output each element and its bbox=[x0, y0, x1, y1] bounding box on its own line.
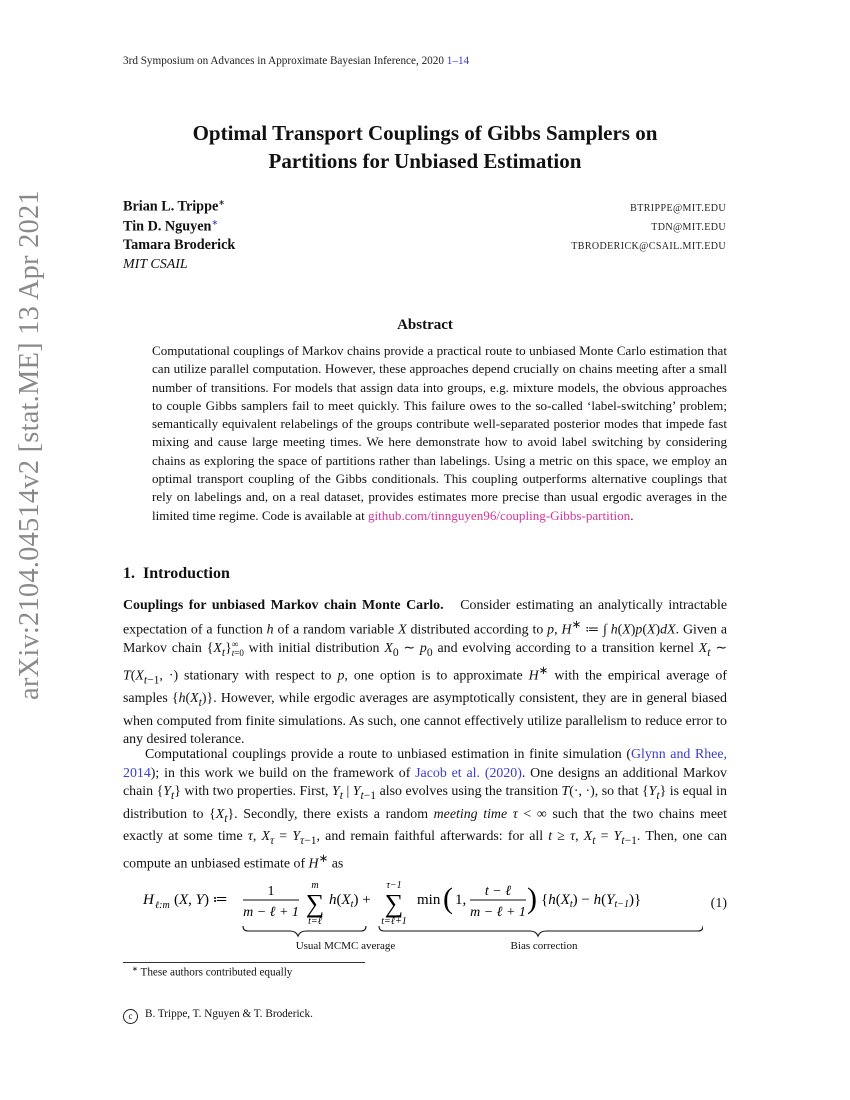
citation-jacob-name[interactable]: Jacob et al. bbox=[415, 765, 480, 781]
footnote-mark: ∗ bbox=[132, 965, 138, 973]
svg-text:m − ℓ + 1: m − ℓ + 1 bbox=[470, 905, 526, 920]
svg-text:1,: 1, bbox=[455, 892, 467, 908]
author-name: Tin D. Nguyen bbox=[123, 218, 212, 235]
svg-text:(X, Y) ≔: (X, Y) ≔ bbox=[174, 892, 228, 908]
paragraph-couplings: Couplings for unbiased Markov chain Monte Carlo. Consider estimating an analytically intractable expectation of a function h of a random variable X distributed according to p, H∗ ≔ ∫ h(X)p(X)dX. Given a Markov chain $\{X_t\}$ ∞ t=0 with initial distribution $X_0$ ∼ $p_0$ and evolving according to a transition kernel $X_t$ ∼ $T(X_{t-1}$, ·) stationary with respect to p, one option is to approximate H∗ with the empirical average of samples $\{h(X_t)\}$. However, while ergodic averages are asymptotically consistent, they are in general biased when computed from finite simulations. As such, one cannot effectively utilize parallelism to reduce error to any desired tolerance. bbox=[123, 598, 727, 748]
venue-text: 3rd Symposium on Advances in Approximate Bayesian Inference, 2020 bbox=[123, 55, 444, 67]
author-name: Brian L. Trippe bbox=[123, 198, 219, 215]
brace-label-mcmc-average: Usual MCMC average bbox=[295, 940, 396, 952]
abstract-text: Computational couplings of Markov chains provide a practical route to unbiased Monte Carlo estimation that can utilize parallel computation. However, these approaches depend crucially on chains meeting after a small number of transitions. For models that assign data into groups, e.g. mixture models, the obvious approaches to couple Gibbs samplers fail to meet quickly. This failure owes to the so-called ‘label-switching’ problem; semantically equivalent relabelings of the groups contribute well-separated posterior modes that impede fast mixing and cause large meeting times. We here demonstrate how to avoid label switching by considering chains as exploring the space of partitions rather than labelings. Using a metric on this space, we employ an optimal transport coupling of the Gibbs conditionals. This coupling outperforms alternative couplings that rely on labelings and, on a real dataset, provides estimates more precise than usual ergodic averages in the limited time regime. Code is available at bbox=[152, 343, 727, 523]
section-number: 1. bbox=[123, 565, 135, 582]
affiliation: MIT CSAIL bbox=[123, 256, 188, 272]
svg-text:min: min bbox=[417, 892, 441, 908]
brace-label-bias-correction: Bias correction bbox=[510, 940, 578, 952]
arxiv-identifier-stamp: arXiv:2104.04514v2 [stat.ME] 13 Apr 2021 bbox=[14, 190, 45, 700]
svg-text:t=ℓ+1: t=ℓ+1 bbox=[381, 916, 407, 927]
svg-text:H: H bbox=[143, 892, 154, 908]
title-line-2: Partitions for Unbiased Estimation bbox=[268, 149, 582, 173]
footnote bbox=[132, 965, 292, 979]
svg-text:m: m bbox=[311, 880, 319, 891]
abstract-body: Computational couplings of Markov chains provide a practical route to unbiased Monte Carlo estimation that can utilize parallel computation. However, these approaches depend crucially on chains meeting after a small number of transitions. For models that assign data into groups, e.g. mixture models, the obvious approaches to couple Gibbs samplers fail to meet quickly. This failure owes to the so-called ‘label-switching’ problem; semantically equivalent relabelings of the groups contribute well-separated posterior modes that impede fast mixing and cause large meeting times. We here demonstrate how to avoid label switching by considering chains as exploring the space of partitions rather than labelings. Using a metric on this space, we employ an optimal transport coupling of the Gibbs conditionals. This coupling outperforms alternative couplings that rely on labelings and, on a real dataset, provides estimates more precise than usual ergodic averages in the limited time regime. Code is available at github.com/tinnguyen96/coupling-Gibbs-partition. bbox=[152, 343, 727, 523]
citation-glynn-rhee[interactable]: Glynn and Rhee, 2014 bbox=[123, 747, 727, 781]
code-repository-link[interactable]: github.com/tinnguyen96/coupling-Gibbs-partition bbox=[367, 507, 631, 523]
author-email[interactable]: TBRODERICK@CSAIL.MIT.EDU bbox=[571, 241, 726, 252]
author-row bbox=[123, 218, 726, 238]
svg-text:τ−1: τ−1 bbox=[386, 880, 402, 891]
svg-text:∑: ∑ bbox=[384, 889, 404, 918]
abstract-heading: Abstract bbox=[397, 317, 453, 333]
page-range-link[interactable]: 1–14 bbox=[446, 55, 470, 67]
footnote-text: These authors contributed equally bbox=[140, 966, 293, 979]
author-email[interactable]: BTRIPPE@MIT.EDU bbox=[630, 202, 726, 214]
svg-text:): ) bbox=[527, 882, 537, 915]
section-title: Introduction bbox=[143, 565, 230, 582]
equation-number: (1) bbox=[710, 896, 727, 911]
running-head bbox=[123, 55, 469, 67]
svg-text:ℓ:m: ℓ:m bbox=[155, 900, 170, 911]
author-row bbox=[123, 237, 726, 257]
svg-text:m − ℓ + 1: m − ℓ + 1 bbox=[243, 905, 299, 920]
copyright-line bbox=[123, 1008, 313, 1024]
run-in-heading: Couplings for unbiased Markov chain Monte Carlo. bbox=[123, 598, 444, 613]
footnote-divider bbox=[123, 962, 365, 963]
title-line-1: Optimal Transport Couplings of Gibbs Samplers on bbox=[192, 121, 658, 145]
equal-contribution-mark[interactable]: ∗ bbox=[211, 217, 219, 227]
svg-text:{h(Xt) − h(Yt−1)}: $\{h(X_t) - h(Y_{t-1})\}$ bbox=[541, 892, 642, 910]
svg-text:1: 1 bbox=[267, 884, 275, 899]
author-email[interactable]: TDN@MIT.EDU bbox=[651, 222, 726, 234]
equation-1 bbox=[123, 874, 727, 954]
copyright-icon: c bbox=[123, 1009, 138, 1024]
svg-text:t=ℓ: t=ℓ bbox=[308, 916, 322, 927]
author-row bbox=[123, 198, 726, 218]
copyright-text: B. Trippe, T. Nguyen & T. Broderick. bbox=[145, 1008, 313, 1020]
paper-title bbox=[0, 119, 850, 175]
svg-text:h(Xt) +: $h(X_t)$ + bbox=[329, 892, 371, 910]
svg-text:(: ( bbox=[443, 882, 453, 915]
section-heading bbox=[123, 565, 230, 583]
affiliation-row bbox=[123, 257, 726, 277]
svg-text:t − ℓ: t − ℓ bbox=[484, 884, 512, 899]
paragraph-computational-couplings: Computational couplings provide a route to unbiased estimation in finite simulation (Glynn and Rhee, 2014); in this work we build on the framework of Jacob et al. (2020). One designs an additional Markov chain $\{Y_t\}$ with two properties. First, $Y_t$ | $Y_{t-1}$ also evolves using the transition T(·, ·), so that $\{Y_t\}$ is equal in distribution to $\{X_t\}$. Secondly, there exists a random meeting time τ < ∞ such that the two chains meet exactly at some time τ, $X_\tau = Y_{\tau-1}$, and remain faithful afterwards: for all t ≥ τ, $X_t = Y_{t-1}$. Then, one can compute an unbiased estimate of H∗ as bbox=[123, 747, 728, 872]
svg-text:∑: ∑ bbox=[305, 889, 325, 918]
citation-jacob-year[interactable]: (2020) bbox=[484, 765, 522, 781]
author-block bbox=[123, 198, 726, 276]
equal-contribution-mark: ∗ bbox=[218, 198, 225, 207]
author-name: Tamara Broderick bbox=[123, 237, 236, 253]
